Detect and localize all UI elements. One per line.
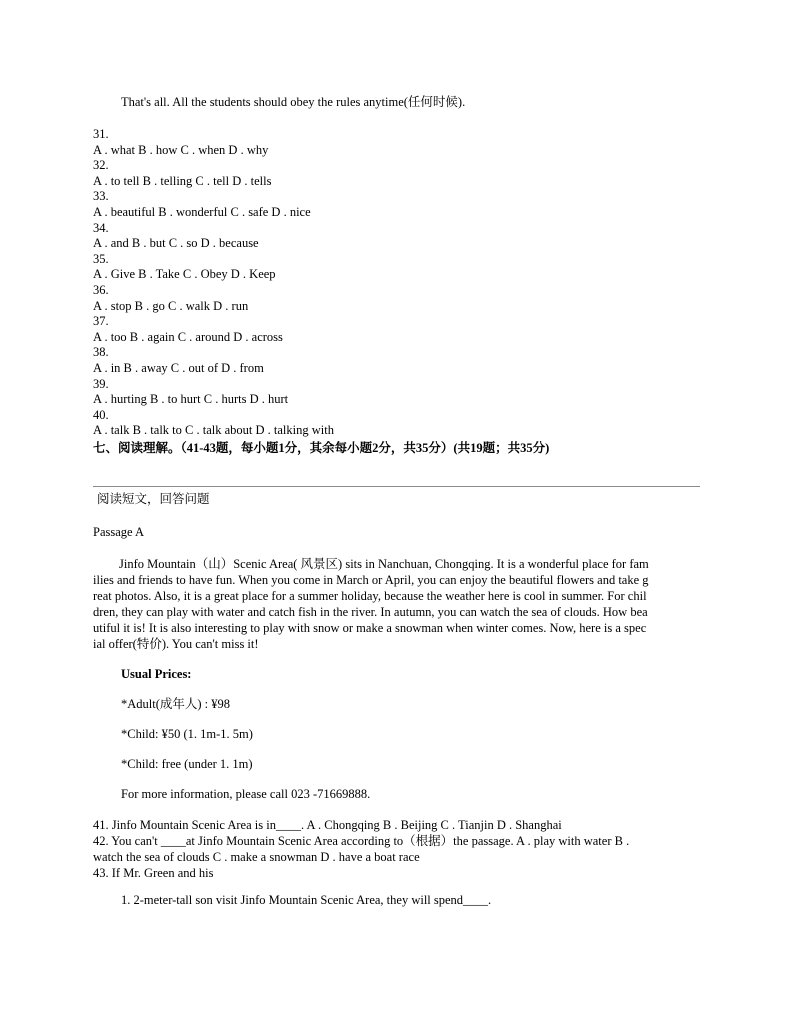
- cloze-options-list: [93, 127, 703, 439]
- question-options: A . what B . how C . when D . why: [93, 142, 269, 157]
- reading-questions: [93, 817, 703, 881]
- passage-line: Jinfo Mountain（山）Scenic Area( 风景区) sits in Nanchuan, Chongqing. It is a wonderful place for fam: [119, 557, 649, 571]
- question-42-options: watch the sea of clouds C . make a snowman D . have a boat race: [93, 850, 420, 864]
- passage-line: utiful it is! It is also interesting to play with snow or make a snowman when winter comes. Now, here is a spec: [93, 621, 647, 635]
- price-child-2: *Child: free (under 1. 1m): [121, 757, 253, 771]
- question-number: 36.: [93, 282, 109, 297]
- question-options: A . Give B . Take C . Obey D . Keep: [93, 267, 276, 282]
- question-number: 37.: [93, 314, 109, 329]
- question-41: 41. Jinfo Mountain Scenic Area is in____. A . Chongqing B . Beijing C . Tianjin D . Shanghai: [93, 818, 562, 832]
- passage-line: reat photos. Also, it is a great place for a summer holiday, because the weather here is cool in summer. For chil: [93, 589, 647, 603]
- price-adult: *Adult(成年人) : ¥98: [121, 697, 231, 711]
- passage-title: Passage A: [93, 525, 145, 539]
- intro-line: That's all. All the students should obey the rules anytime(任何时候).: [121, 95, 466, 109]
- question-number: 31.: [93, 127, 109, 141]
- question-options: A . too B . again C . around D . across: [93, 329, 283, 344]
- passage-line: ilies and friends to have fun. When you come in March or April, you can enjoy the beautiful flowers and take g: [93, 573, 649, 587]
- question-options: A . in B . away C . out of D . from: [93, 360, 264, 375]
- price-child-1: *Child: ¥50 (1. 1m-1. 5m): [121, 727, 253, 741]
- passage-body: [93, 556, 700, 652]
- question-number: 40.: [93, 407, 109, 422]
- section-heading: 七、阅读理解。（41-43题，每小题1分，其余每小题2分，共35分）(共19题；共35分): [93, 441, 550, 455]
- passage-line: ial offer(特价). You can't miss it!: [93, 637, 259, 651]
- question-number: 35.: [93, 251, 109, 266]
- question-options: A . hurting B . to hurt C . hurts D . hurt: [93, 392, 289, 407]
- question-43-continuation: 1. 2-meter-tall son visit Jinfo Mountain Scenic Area, they will spend____.: [121, 893, 492, 907]
- price-list: [121, 667, 681, 817]
- question-number: 39.: [93, 376, 109, 391]
- question-number: 32.: [93, 158, 109, 173]
- question-options: A . to tell B . telling C . tell D . tells: [93, 173, 272, 188]
- question-options: A . and B . but C . so D . because: [93, 236, 259, 251]
- passage-line: dren, they can play with water and catch fish in the river. In autumn, you can watch the sea of clouds. How bea: [93, 605, 648, 619]
- instruction-text: 阅读短文，回答问题: [97, 492, 210, 506]
- horizontal-divider: [93, 486, 700, 487]
- question-options: A . beautiful B . wonderful C . safe D . nice: [93, 204, 311, 219]
- question-options: A . stop B . go C . walk D . run: [93, 298, 249, 313]
- question-43: 43. If Mr. Green and his: [93, 866, 214, 880]
- price-heading: Usual Prices:: [121, 667, 192, 681]
- question-number: 33.: [93, 189, 109, 204]
- question-options: A . talk B . talk to C . talk about D . talking with: [93, 423, 334, 438]
- question-42: 42. You can't ____at Jinfo Mountain Scenic Area according to（根据）the passage. A . play with water B .: [93, 834, 630, 848]
- contact-info: For more information, please call 023 -71669888.: [121, 787, 371, 801]
- question-number: 38.: [93, 345, 109, 360]
- question-number: 34.: [93, 220, 109, 235]
